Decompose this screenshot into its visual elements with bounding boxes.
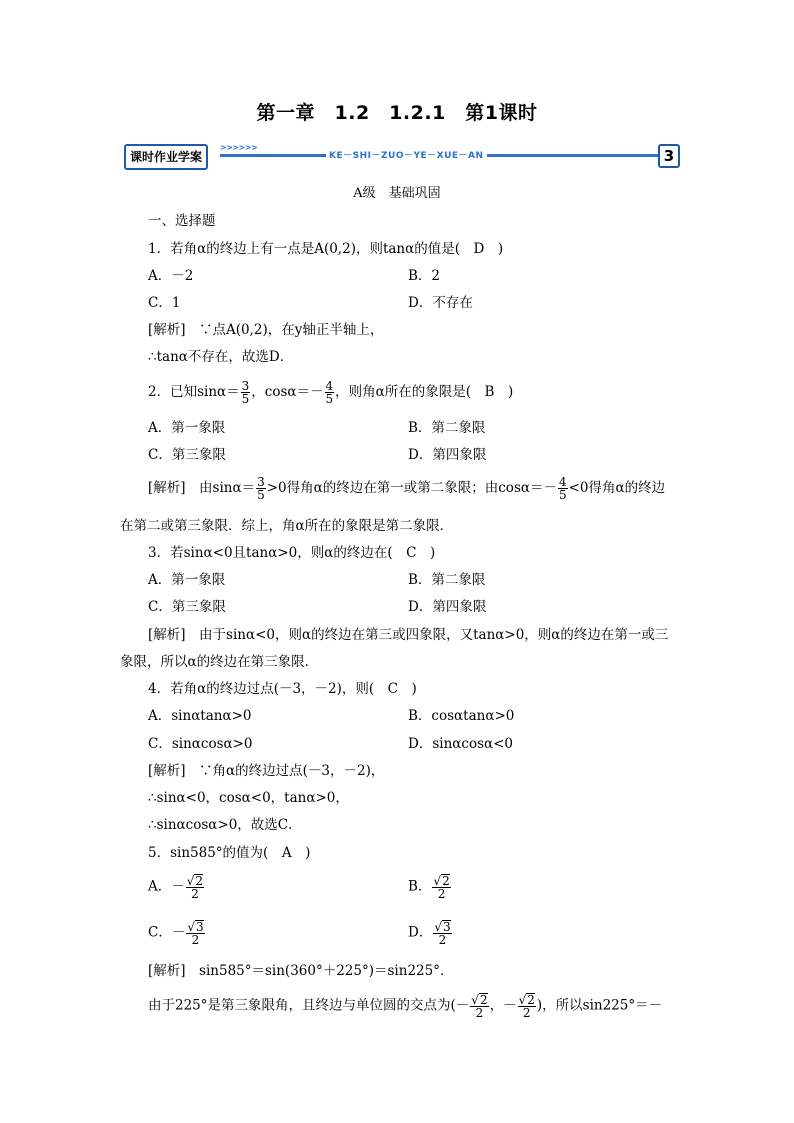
q2-sol-part1: [解析] 由sinα＝ <box>148 480 256 496</box>
fraction-denominator: 2 <box>191 933 200 947</box>
q5-sol-part2: ，－ <box>489 997 517 1014</box>
q1-option-b: B．2 <box>408 268 441 284</box>
q3-option-b: B．第二象限 <box>408 572 486 588</box>
fraction-sqrt2-over-2 <box>518 993 536 1019</box>
fraction-3-5 <box>256 476 266 501</box>
radical-sign: √ <box>433 874 442 888</box>
radicand: 2 <box>527 993 535 1007</box>
q4-stem: 4．若角α的终边过点(－3，－2)，则( C ) <box>148 681 417 697</box>
section-heading: 一、选择题 <box>148 213 216 229</box>
q2-stem-part1: 2．已知sinα＝ <box>148 384 240 400</box>
fraction-numerator <box>186 920 204 934</box>
fraction-denominator: 5 <box>257 488 265 502</box>
radicand: 3 <box>442 920 451 934</box>
fraction-sqrt3-over-2 <box>186 920 204 946</box>
banner-pinyin: KE－SHI－ZUO－YE－XUE－AN <box>326 148 487 161</box>
fraction-4-5 <box>325 380 335 405</box>
radicand: 3 <box>196 920 204 934</box>
fraction-numerator <box>186 874 204 888</box>
banner-number: 3 <box>658 144 680 168</box>
q5-option-a <box>148 874 205 900</box>
q5-option-d <box>408 920 453 946</box>
section-banner <box>124 144 680 168</box>
q5-sol-part3: )，所以sin225°＝－ <box>536 997 663 1014</box>
fraction-denominator: 2 <box>475 1006 484 1020</box>
q1-solution-line1: [解析] ∵点A(0,2)，在y轴正半轴上， <box>148 322 384 338</box>
q1-option-d: D．不存在 <box>408 295 473 311</box>
option-prefix: B． <box>408 878 432 895</box>
fraction-denominator: 2 <box>438 933 447 947</box>
q3-option-c: C．第三象限 <box>148 599 226 615</box>
q5-solution-line2 <box>148 993 662 1019</box>
q1-stem: 1．若角α的终边上有一点是A(0,2)，则tanα的值是( D ) <box>148 241 504 257</box>
q5-sol-part1: 由于225°是第三象限角，且终边与单位圆的交点为(－ <box>148 997 470 1014</box>
fraction-numerator: 3 <box>257 475 265 489</box>
q1-option-c: C．1 <box>148 295 181 311</box>
page-title: 第一章 1.2 1.2.1 第1课时 <box>256 102 538 124</box>
radical-sign: √ <box>434 920 442 934</box>
q4-solution-line3: ∴sinαcosα>0，故选C． <box>148 817 302 833</box>
fraction-sqrt2-over-2 <box>470 993 488 1019</box>
radicand: 2 <box>479 993 488 1007</box>
q5-stem: 5．sin585°的值为( A ) <box>148 845 311 861</box>
radicand: 2 <box>195 874 204 888</box>
q2-option-d: D．第四象限 <box>408 447 487 463</box>
q2-option-b: B．第二象限 <box>408 420 486 436</box>
banner-arrows: >>>>>> <box>220 143 258 152</box>
fraction-sqrt3-over-2 <box>433 920 451 946</box>
q4-option-c: C．sinαcosα>0 <box>148 736 253 752</box>
q2-sol-part2: >0得角α的终边在第一或第二象限；由cosα＝－ <box>266 480 557 496</box>
radical-sign: √ <box>518 993 527 1007</box>
banner-label: 课时作业学案 <box>124 144 208 170</box>
q1-option-a: A．－2 <box>148 268 194 284</box>
fraction-numerator <box>433 920 451 934</box>
fraction-denominator: 2 <box>522 1006 531 1020</box>
fraction-denominator: 2 <box>437 887 446 901</box>
q1-solution-line2: ∴tanα不存在，故选D． <box>148 349 294 365</box>
fraction-numerator <box>470 993 488 1007</box>
option-prefix: C．－ <box>148 924 186 941</box>
q4-option-b: B．cosαtanα>0 <box>408 708 515 724</box>
q2-sol-part3: <0得角α的终边 <box>568 480 666 496</box>
fraction-numerator: 4 <box>325 379 334 393</box>
q2-stem <box>148 380 513 405</box>
q4-option-a: A．sinαtanα>0 <box>148 708 252 724</box>
fraction-numerator <box>432 874 450 888</box>
fraction-sqrt2-over-2 <box>186 874 204 900</box>
fraction-numerator: 3 <box>241 379 250 393</box>
fraction-4-5 <box>558 476 568 501</box>
fraction-denominator: 5 <box>241 392 250 406</box>
q3-solution-line2: 象限，所以α的终边在第三象限． <box>120 654 319 670</box>
fraction-sqrt2-over-2 <box>432 874 450 900</box>
radicand: 2 <box>442 874 450 888</box>
radical-sign: √ <box>471 993 479 1007</box>
q2-stem-part2: ，cosα＝－ <box>251 384 324 400</box>
q3-option-a: A．第一象限 <box>148 572 226 588</box>
q2-stem-part3: ，则角α所在的象限是( B ) <box>335 384 514 400</box>
q3-option-d: D．第四象限 <box>408 599 487 615</box>
option-prefix: D． <box>408 924 433 941</box>
fraction-denominator: 5 <box>325 392 334 406</box>
q4-option-d: D．sinαcosα<0 <box>408 736 514 752</box>
q2-solution-line1 <box>148 476 665 501</box>
fraction-3-5 <box>241 380 251 405</box>
q3-stem: 3．若sinα<0且tanα>0，则α的终边在( C ) <box>148 545 436 561</box>
fraction-numerator <box>518 993 536 1007</box>
fraction-numerator: 4 <box>558 475 567 489</box>
q4-solution-line2: ∴sinα<0，cosα<0，tanα>0， <box>148 790 349 806</box>
q5-option-c <box>148 920 206 946</box>
level-heading: A级 基础巩固 <box>353 186 441 201</box>
q2-option-c: C．第三象限 <box>148 447 226 463</box>
q2-option-a: A．第一象限 <box>148 420 226 436</box>
fraction-denominator: 5 <box>558 488 567 502</box>
q5-solution-line1: [解析] sin585°＝sin(360°＋225°)＝sin225°． <box>148 963 454 979</box>
radical-sign: √ <box>186 874 195 888</box>
option-prefix: A．－ <box>148 878 185 895</box>
q3-solution-line1: [解析] 由于sinα<0，则α的终边在第三或四象限，又tanα>0，则α的终边在第一或三 <box>148 627 669 643</box>
q2-solution-line2: 在第二或第三象限．综上，角α所在的象限是第二象限． <box>120 518 454 534</box>
q4-solution-line1: [解析] ∵角α的终边过点(－3，－2)， <box>148 763 385 779</box>
radical-sign: √ <box>187 920 195 934</box>
q5-option-b <box>408 874 452 900</box>
fraction-denominator: 2 <box>191 887 199 901</box>
